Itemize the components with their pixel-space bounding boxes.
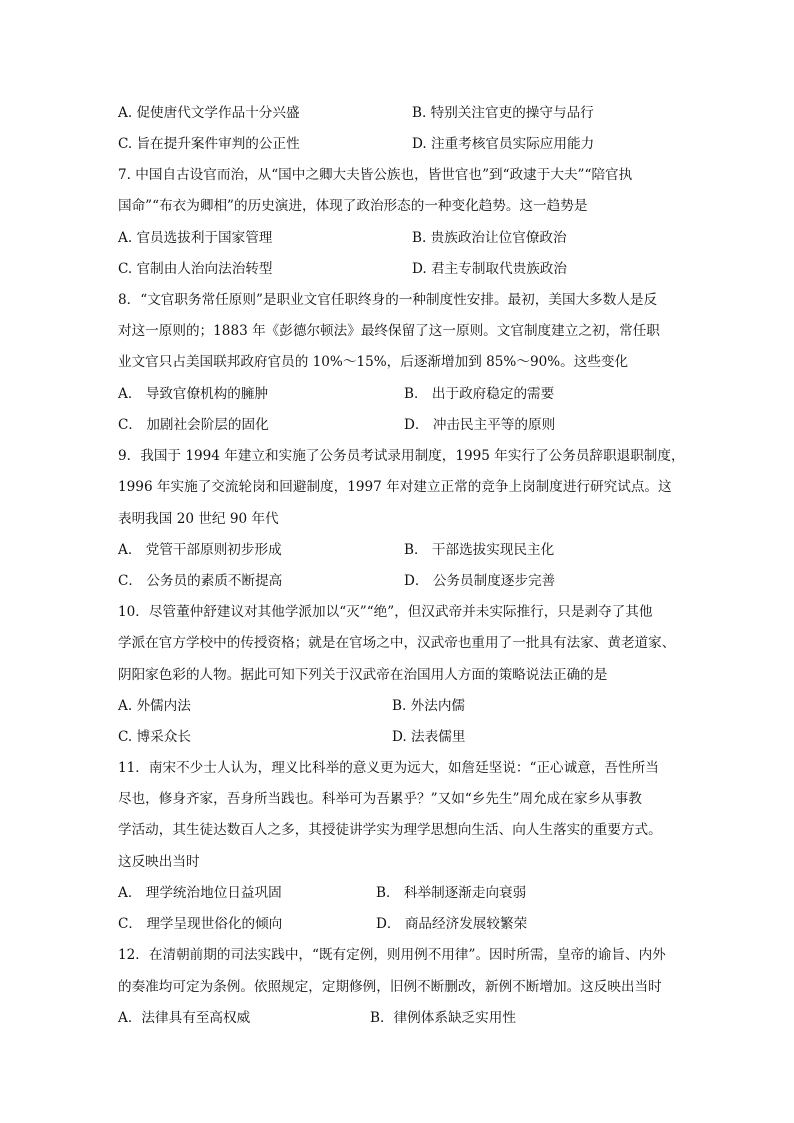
q6-option-a[interactable]: A. 促使唐代文学作品十分兴盛 [118,105,300,121]
q9-option-b[interactable]: B． 干部选拔实现民主化 [404,542,555,558]
q8-option-c[interactable]: C． 加剧社会阶层的固化 [118,417,269,433]
q11-stem-line-1: 11．南宋不少士人认为，理义比科举的意义更为远大，如詹廷坚说：“正心诚意，吾性所当 [118,760,659,776]
q9-stem-line-3: 表明我国 20 世纪 90 年代 [118,511,279,527]
q12-stem-line-2: 的奏准均可定为条例。依照规定，定期修例，旧例不断删改，新例不断增加。这反映出当时 [118,979,662,995]
q10-stem-line-3: 阴阳家色彩的人物。据此可知下列关于汉武帝在治国用人方面的策略说法正确的是 [118,667,608,683]
q8-option-b[interactable]: B． 出于政府稳定的需要 [404,386,555,402]
q11-stem-line-3: 学活动，其生徒达数百人之多，其授徒讲学实为理学思想向生活、向人生落实的重要方式。 [118,822,662,838]
q6-option-b[interactable]: B. 特别关注官吏的操守与品行 [412,105,594,121]
q12-option-a[interactable]: A．法律具有至高权威 [118,1010,251,1026]
q8-stem-line-1: 8．“文官职务常任原则”是职业文官任职终身的一种制度性安排。最初，美国大多数人是反 [118,292,658,308]
q7-option-b[interactable]: B. 贵族政治让位官僚政治 [412,230,567,246]
q6-option-d[interactable]: D. 注重考核官员实际应用能力 [412,136,595,152]
q8-option-d[interactable]: D． 冲击民主平等的原则 [404,417,556,433]
q11-stem-line-2: 尽也，修身齐家，吾身所当践也。科举可为吾累乎？”又如“乡先生”周允成在家乡从事教 [118,791,642,807]
q7-stem-line-1: 7. 中国自古设官而治，从“国中之卿大夫皆公族也，皆世官也”到“政逮于大夫”“陪官执 [118,167,633,183]
q11-option-c[interactable]: C． 理学呈现世俗化的倾向 [118,916,283,932]
q7-stem-line-2: 国命”“布衣为卿相”的历史演进，体现了政治形态的一种变化趋势。这一趋势是 [118,198,588,214]
q9-stem-line-2: 1996 年实施了交流轮岗和回避制度，1997 年对建立正常的竞争上岗制度进行研究试点。这 [118,479,672,495]
q8-stem-line-2: 对这一原则的；1883 年《彭德尔顿法》最终保留了这一原则。文官制度建立之初，常任职 [118,323,660,339]
q10-option-c[interactable]: C. 博采众长 [118,729,191,745]
q8-stem-line-3: 业文官只占美国联邦政府官员的 10%～15%，后逐渐增加到 85%～90%。这些变化 [118,354,629,370]
q9-stem-line-1: 9．我国于 1994 年建立和实施了公务员考试录用制度，1995 年实行了公务员辞职退职制度， [118,448,685,464]
q9-option-d[interactable]: D． 公务员制度逐步完善 [404,573,556,589]
q10-option-a[interactable]: A. 外儒内法 [118,698,191,714]
q11-option-a[interactable]: A． 理学统治地位日益巩固 [118,885,282,901]
q12-stem-line-1: 12．在清朝前期的司法实践中，“既有定例，则用例不用律”。因时所需，皇帝的谕旨、内外 [118,947,666,963]
q8-option-a[interactable]: A． 导致官僚机构的臃肿 [118,386,269,402]
q10-option-b[interactable]: B. 外法内儒 [392,698,466,714]
q10-option-d[interactable]: D. 法表儒里 [392,729,466,745]
q9-option-c[interactable]: C． 公务员的素质不断提高 [118,573,283,589]
q11-option-d[interactable]: D． 商品经济发展较繁荣 [376,916,528,932]
q11-option-b[interactable]: B． 科举制逐渐走向衰弱 [376,885,527,901]
q7-option-d[interactable]: D. 君主专制取代贵族政治 [412,261,567,277]
q7-option-c[interactable]: C. 官制由人治向法治转型 [118,261,273,277]
q9-option-a[interactable]: A． 党管干部原则初步形成 [118,542,282,558]
q12-option-b[interactable]: B．律例体系缺乏实用性 [370,1010,516,1026]
q7-option-a[interactable]: A. 官员选拔利于国家管理 [118,230,273,246]
q10-stem-line-1: 10．尽管董仲舒建议对其他学派加以“灭”“绝”，但汉武帝并未实际推行，只是剥夺了其他 [118,604,653,620]
q11-stem-line-4: 这反映出当时 [118,854,200,870]
q6-option-c[interactable]: C. 旨在提升案件审判的公正性 [118,136,300,152]
q10-stem-line-2: 学派在官方学校中的传授资格；就是在官场之中，汉武帝也重用了一批具有法家、黄老道家、 [118,635,676,651]
